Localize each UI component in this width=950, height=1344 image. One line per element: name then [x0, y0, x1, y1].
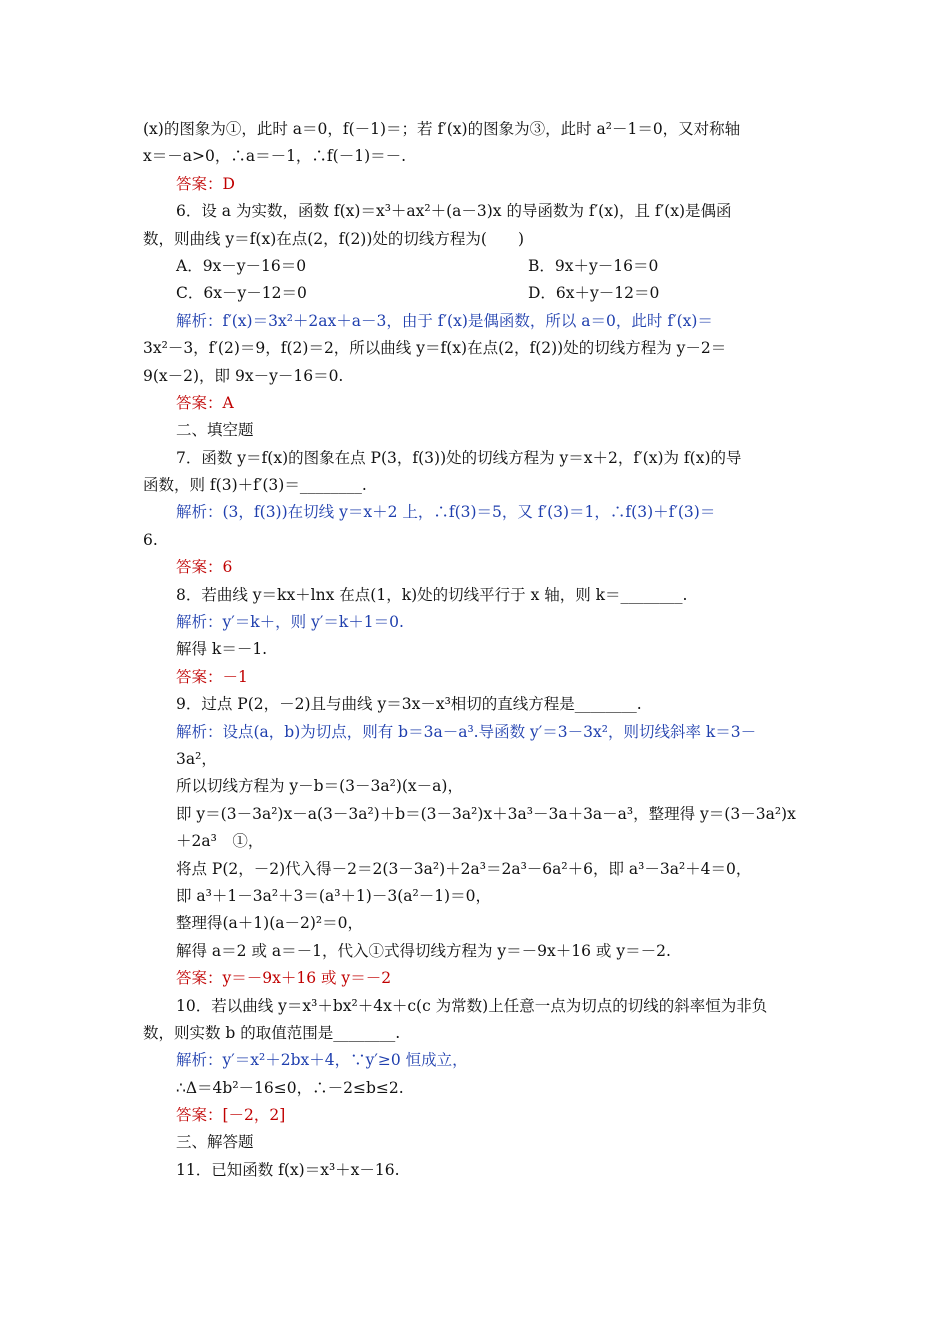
option-a: A．9x－y－16＝0: [176, 256, 307, 275]
option-c: C．6x－y－12＝0: [176, 284, 307, 303]
option-row: [143, 253, 807, 280]
section-heading: 三、解答题: [176, 1133, 254, 1152]
text-line: (x)的图象为①，此时 a＝0，f(－1)＝；若 f′(x)的图象为③，此时 a²－1＝0，又对称轴: [143, 120, 741, 138]
solution-line: 解析：y′＝k＋，则 y′＝k＋1＝0.: [176, 613, 404, 632]
answer-line: 答案：A: [176, 393, 234, 412]
answer-line: 答案：[－2，2]: [176, 1106, 286, 1125]
question-10-line: 10．若以曲线 y＝x³＋bx²＋4x＋c(c 为常数)上任意一点为切点的切线的斜率恒为非负: [176, 996, 768, 1015]
text-line: 即 a³＋1－3a²＋3＝(a³＋1)－3(a²－1)＝0，: [176, 886, 491, 905]
text-line: ＋2a³ ①，: [176, 832, 264, 851]
text-line: 所以切线方程为 y－b＝(3－3a²)(x－a)，: [176, 777, 463, 796]
text-line: 函数，则 f(3)＋f′(3)＝________.: [143, 476, 367, 495]
text-line: 9(x－2)，即 9x－y－16＝0.: [143, 366, 344, 385]
answer-line: 答案：6: [176, 558, 233, 577]
answer-line: 答案：y＝－9x＋16 或 y＝－2: [176, 969, 392, 988]
answer-line: 答案：D: [176, 174, 235, 193]
question-11-line: 11．已知函数 f(x)＝x³＋x－16.: [176, 1160, 400, 1179]
question-7-line: 7．函数 y＝f(x)的图象在点 P(3，f(3))处的切线方程为 y＝x＋2，f′(x)为 f(x)的导: [176, 448, 742, 467]
question-6-line: 6．设 a 为实数，函数 f(x)＝x³＋ax²＋(a－3)x 的导函数为 f′(x)，且 f′(x)是偶函: [176, 202, 732, 221]
answer-line: 答案：－1: [176, 667, 248, 686]
text-line: 3a²，: [176, 749, 217, 768]
text-line: 数，则曲线 y＝f(x)在点(2，f(2))处的切线方程为( ): [143, 229, 525, 248]
text-line: 数，则实数 b 的取值范围是________.: [143, 1023, 401, 1042]
text-line: 即 y＝(3－3a²)x－a(3－3a²)＋b＝(3－3a²)x＋3a³－3a＋3a－a³，整理得 y＝(3－3a²)x: [176, 804, 796, 823]
text-line: 解得 a＝2 或 a＝－1，代入①式得切线方程为 y＝－9x＋16 或 y＝－2.: [176, 941, 671, 960]
text-line: 解得 k＝－1.: [176, 640, 268, 659]
option-b: B．9x＋y－16＝0: [528, 256, 659, 275]
text-line: 将点 P(2，－2)代入得－2＝2(3－3a²)＋2a³＝2a³－6a²＋6，即 a³－3a²＋4＝0，: [176, 859, 752, 878]
solution-line: 解析：f′(x)＝3x²＋2ax＋a－3，由于 f′(x)是偶函数，所以 a＝0，此时 f′(x)＝: [176, 311, 713, 330]
document-page: [143, 116, 807, 1184]
question-8-line: 8．若曲线 y＝kx＋lnx 在点(1，k)处的切线平行于 x 轴，则 k＝________.: [176, 585, 688, 604]
question-9-line: 9．过点 P(2，－2)且与曲线 y＝3x－x³相切的直线方程是________.: [176, 695, 642, 714]
solution-line: 解析：(3，f(3))在切线 y＝x＋2 上，∴f(3)＝5，又 f′(3)＝1，∴f(3)＋f′(3)＝: [176, 503, 716, 522]
option-d: D．6x＋y－12＝0: [528, 284, 660, 303]
option-row: [143, 280, 807, 307]
solution-line: 解析：y′＝x²＋2bx＋4，∵y′≥0 恒成立，: [176, 1051, 468, 1070]
text-line: 3x²－3，f′(2)＝9，f(2)＝2，所以曲线 y＝f(x)在点(2，f(2))处的切线方程为 y－2＝: [143, 339, 727, 358]
text-line: x＝－a>0，∴a＝－1，∴f(－1)＝－.: [143, 147, 407, 166]
text-line: 整理得(a＋1)(a－2)²＝0，: [176, 914, 363, 933]
section-heading: 二、填空题: [176, 421, 254, 440]
solution-line: 解析：设点(a，b)为切点，则有 b＝3a－a³.导函数 y′＝3－3x²，则切线斜率 k＝3－: [176, 722, 757, 741]
text-line: 6.: [143, 530, 158, 549]
text-line: ∴Δ＝4b²－16≤0，∴－2≤b≤2.: [176, 1078, 404, 1097]
